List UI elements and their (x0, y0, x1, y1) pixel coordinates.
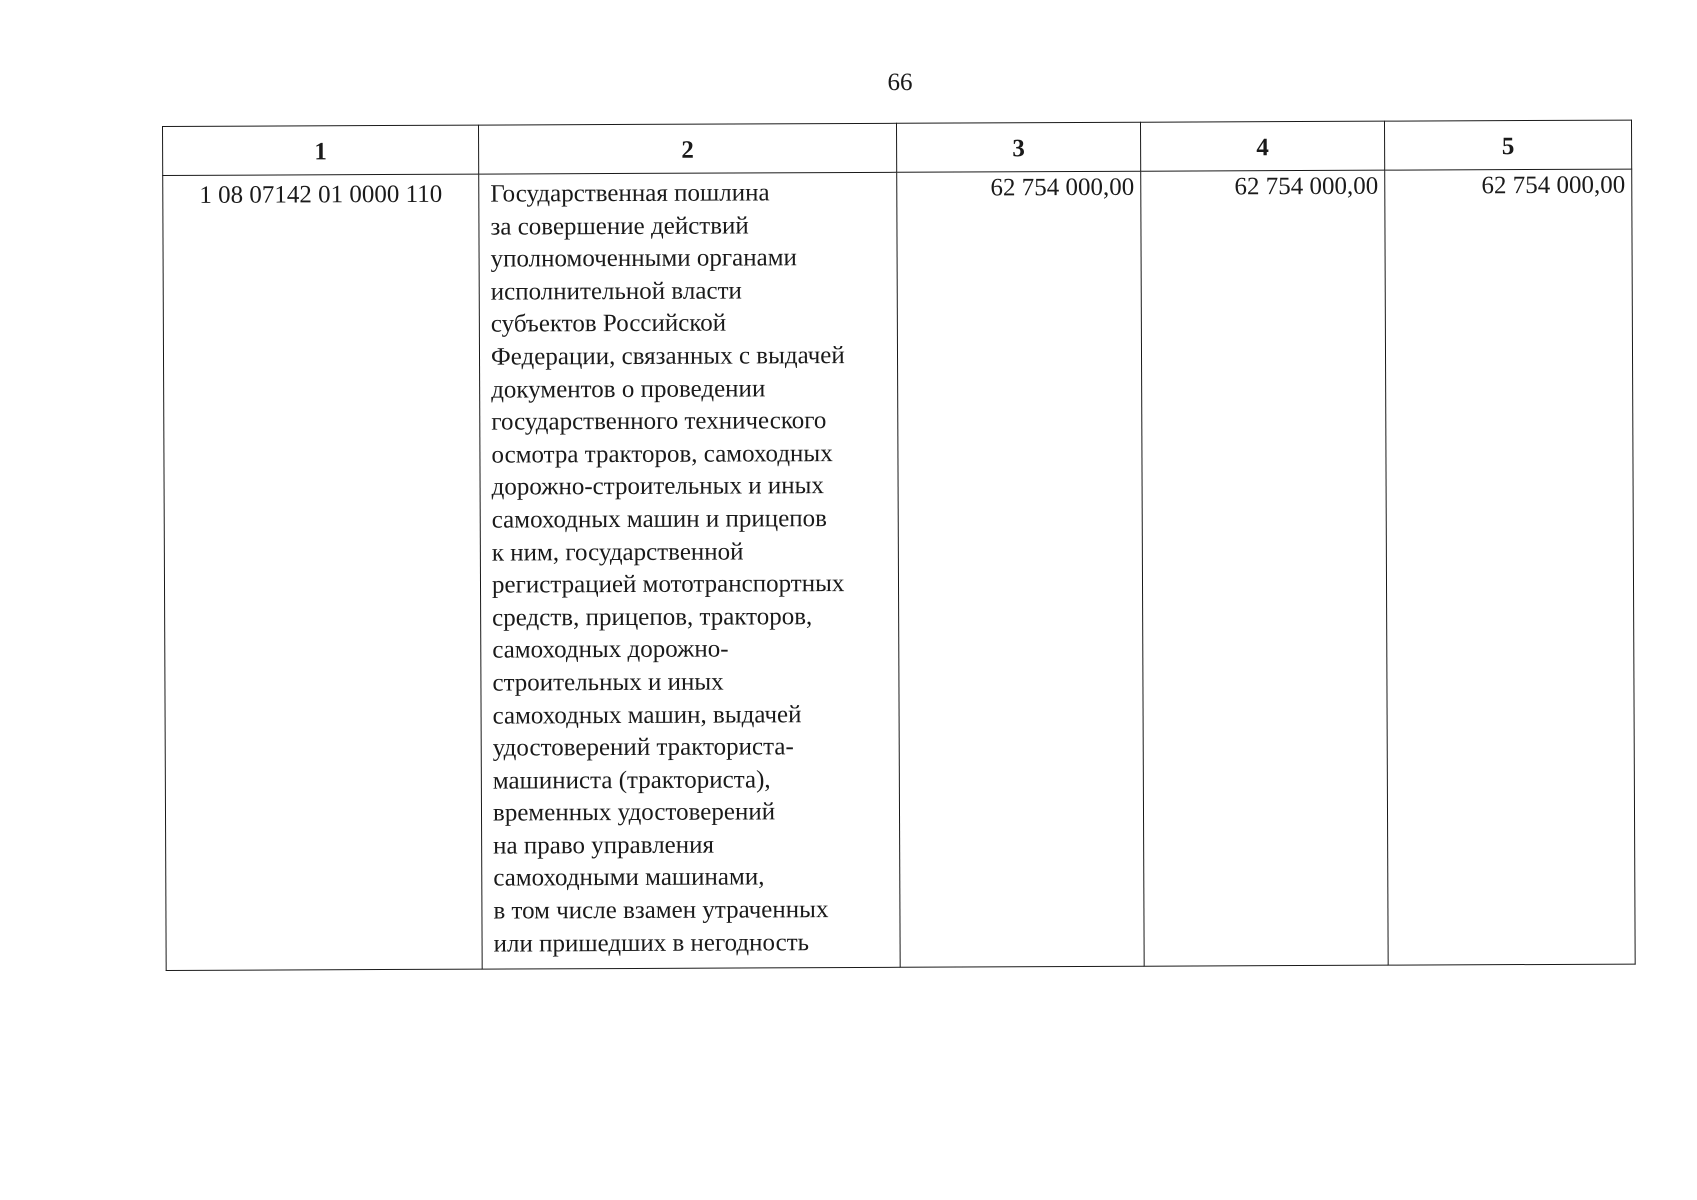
amount-cell-4: 62 754 000,00 (1141, 170, 1388, 966)
description-line: исполнительной власти (490, 277, 742, 306)
description-line: документов о проведении (491, 374, 766, 404)
description-line: за совершение действий (490, 212, 749, 241)
description-line: к ним, государственной (491, 537, 744, 567)
column-header-3: 3 (896, 122, 1140, 172)
description-line: осмотра тракторов, самоходных (491, 439, 833, 469)
description-line: субъектов Российской (490, 309, 727, 338)
description-line: удостоверений тракториста- (492, 733, 794, 762)
amount-cell-5: 62 754 000,00 (1385, 169, 1635, 965)
description-cell (479, 172, 900, 969)
description-line: уполномоченными органами (490, 244, 797, 273)
description-line: строительных и иных (492, 668, 724, 697)
description-line: самоходных дорожно- (492, 635, 729, 664)
description-line: Государственная пошлина (490, 179, 770, 208)
column-header-4: 4 (1140, 121, 1384, 171)
description-line: машиниста (тракториста), (492, 766, 771, 795)
table-row (163, 169, 1635, 971)
table-header-row (163, 120, 1632, 175)
column-header-2: 2 (478, 123, 896, 174)
description-line: временных удостоверений (492, 798, 776, 827)
budget-code-cell: 1 08 07142 01 0000 110 (163, 174, 482, 971)
description-line: самоходными машинами, (493, 863, 765, 893)
description-line: средств, прицепов, тракторов, (492, 602, 813, 632)
description-line: дорожно-строительных и иных (491, 472, 824, 501)
description-line: регистрацией мототранспортных (491, 570, 845, 599)
description-line: на право управления (493, 831, 715, 860)
description-line: в том числе взамен утраченных (493, 896, 829, 925)
budget-table (162, 120, 1636, 972)
column-header-1: 1 (163, 125, 479, 175)
amount-cell-3: 62 754 000,00 (897, 171, 1144, 967)
description-line: или пришедших в негодность (493, 928, 810, 958)
description-line: самоходных машин, выдачей (492, 700, 802, 730)
description-line: государственного технического (491, 407, 827, 436)
column-header-5: 5 (1384, 120, 1631, 170)
description-line: самоходных машин и прицепов (491, 505, 827, 534)
description-line: Федерации, связанных с выдачей (490, 341, 845, 371)
page-number: 66 (887, 69, 913, 96)
